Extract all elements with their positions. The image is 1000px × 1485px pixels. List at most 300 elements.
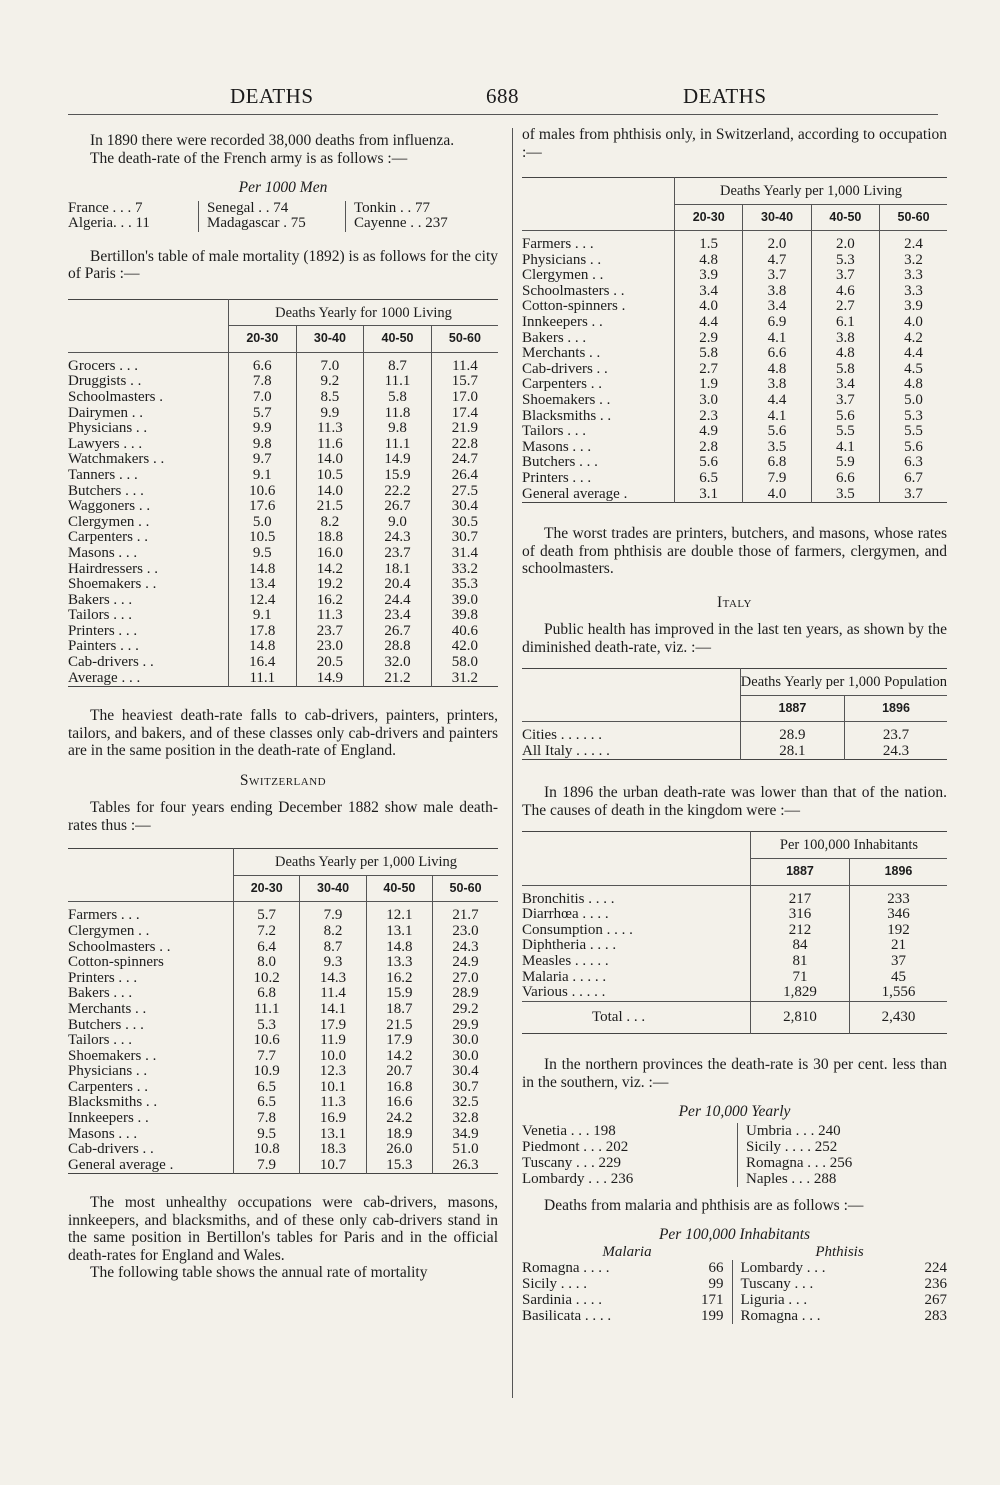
phthisis-head: Phthisis (815, 1243, 864, 1260)
table-row (68, 390, 498, 406)
data-cell: 7.2 (234, 924, 300, 940)
column-header: 50-60 (880, 204, 947, 231)
table-row (68, 908, 498, 924)
data-cell: 6.5 (675, 471, 743, 487)
data-cell: 4.1 (743, 409, 811, 425)
table-row (68, 955, 498, 971)
data-cell: 5.3 (234, 1018, 300, 1034)
data-cell: 5.6 (675, 455, 743, 471)
data-cell: 11.1 (364, 437, 432, 453)
data-cell: 2.7 (811, 299, 879, 315)
total-cell: 2,430 (849, 1001, 947, 1034)
row-label: Cotton-spinners (68, 954, 164, 971)
row-label: Lawyers . . . (68, 435, 143, 452)
table-row (68, 201, 488, 217)
army-cell: Senegal . . 74 (199, 201, 346, 217)
table-row (522, 1292, 947, 1308)
row-label: Merchants . . (68, 1000, 147, 1017)
data-cell: 14.8 (229, 562, 297, 578)
data-cell: 11.4 (300, 986, 366, 1002)
data-cell: 31.2 (431, 671, 498, 687)
data-cell: 17.8 (229, 624, 297, 640)
data-cell: 17.6 (229, 499, 297, 515)
italy-intro: Public health has improved in the last ten years, as shown by the diminished death-rate, viz. :— (522, 621, 947, 656)
data-cell: 12.3 (300, 1064, 366, 1080)
data-cell: 39.0 (431, 593, 498, 609)
row-label: Tailors . . . (522, 423, 586, 440)
data-cell: 11.8 (364, 406, 432, 422)
table-row (68, 593, 498, 609)
data-cell: 15.7 (431, 374, 498, 390)
data-cell: 4.6 (811, 284, 879, 300)
data-cell: 7.7 (234, 1049, 300, 1065)
data-cell: 8.5 (296, 390, 364, 406)
row-label: Butchers . . . (522, 454, 598, 471)
table-row (522, 1155, 942, 1171)
data-cell: 18.3 (300, 1142, 366, 1158)
column-header: 40-50 (364, 326, 432, 353)
phthisis-cell (732, 1260, 947, 1276)
data-cell: 3.3 (880, 268, 947, 284)
data-cell: 14.0 (296, 452, 364, 468)
data-cell: 6.4 (234, 940, 300, 956)
table-row (522, 268, 947, 284)
data-cell: 3.7 (811, 268, 879, 284)
row-label: Schoolmasters . . (522, 282, 625, 299)
column-header: 1887 (751, 859, 850, 886)
data-cell: 4.0 (880, 315, 947, 331)
row-label: Grocers . . . (68, 357, 138, 374)
table-row (522, 1139, 942, 1155)
data-cell: 12.4 (229, 593, 297, 609)
data-cell: 5.9 (811, 455, 879, 471)
data-cell: 2.3 (675, 409, 743, 425)
italy-heading: Italy (716, 593, 752, 611)
data-cell: 24.9 (433, 955, 498, 971)
data-cell: 32.8 (433, 1111, 498, 1127)
data-cell: 7.9 (234, 1158, 300, 1174)
heaviest-paragraph: The heaviest death-rate falls to cab-drivers, painters, printers, tailors, and bakers, and of these classes only cab-drivers and painters are in the same position in the death-rate of England. (68, 707, 498, 760)
row-label: Clergymen . . (522, 267, 604, 284)
data-cell: 26.4 (431, 468, 498, 484)
data-cell: 1.5 (675, 237, 743, 253)
data-cell: 26.7 (364, 624, 432, 640)
region-label: Lombardy . . . (740, 1259, 826, 1276)
page-number: 688 (486, 84, 519, 108)
row-label: Merchants . . (522, 345, 601, 362)
row-label: Hairdressers . . (68, 560, 158, 577)
table-row (68, 1064, 498, 1080)
row-label: Shoemakers . . (68, 576, 157, 593)
malaria-head: Malaria (602, 1243, 652, 1260)
column-header: 30-40 (743, 204, 811, 231)
table-row (68, 499, 498, 515)
data-cell: 3.7 (811, 393, 879, 409)
data-cell: 28.9 (740, 728, 844, 744)
table-row (68, 437, 498, 453)
data-cell: 1.9 (675, 377, 743, 393)
phthisis-cell (732, 1308, 947, 1324)
data-cell: 9.2 (296, 374, 364, 390)
data-cell: 8.2 (300, 924, 366, 940)
data-cell: 10.6 (234, 1033, 300, 1049)
table-row (522, 487, 947, 503)
table-row (68, 562, 498, 578)
row-label: Schoolmasters . . (68, 938, 171, 955)
header-rule (68, 114, 938, 115)
data-cell: 14.9 (296, 671, 364, 687)
data-cell: 10.5 (229, 530, 297, 546)
table-row (68, 1049, 498, 1065)
table-row (68, 971, 498, 987)
data-cell: 18.9 (366, 1127, 432, 1143)
region-label: Sardinia . . . . (522, 1291, 602, 1308)
data-cell: 21.5 (366, 1018, 432, 1034)
region-label: Basilicata . . . . (522, 1307, 612, 1324)
running-head-left: DEATHS (230, 84, 314, 108)
army-cell: France . . . 7 (68, 199, 143, 216)
table-row (522, 346, 947, 362)
data-cell: 3.3 (880, 284, 947, 300)
province-cell: Lombardy . . . 236 (522, 1170, 634, 1187)
data-cell: 11.3 (296, 608, 364, 624)
phthisis-cell (732, 1276, 947, 1292)
data-cell: 24.7 (431, 452, 498, 468)
army-cell: Algeria. . . 11 (68, 215, 150, 232)
data-cell: 7.0 (229, 390, 297, 406)
data-cell: 6.8 (234, 986, 300, 1002)
data-cell: 58.0 (431, 655, 498, 671)
data-cell: 5.8 (811, 362, 879, 378)
table-row (522, 744, 947, 760)
data-cell: 20.4 (364, 577, 432, 593)
table-row (68, 608, 498, 624)
row-label: Cab-drivers . . (68, 1141, 154, 1158)
row-label: Butchers . . . (68, 482, 144, 499)
data-cell: 3.4 (743, 299, 811, 315)
swiss-mortality-table (68, 848, 498, 1174)
data-cell: 30.4 (431, 499, 498, 515)
data-cell: 9.8 (229, 437, 297, 453)
data-cell: 21.2 (364, 671, 432, 687)
running-head-right: DEATHS (683, 84, 767, 108)
row-label: Tailors . . . (68, 1032, 132, 1049)
row-label: Diphtheria . . . . (522, 937, 617, 954)
data-cell: 4.2 (880, 331, 947, 347)
italy-death-rate-table (522, 668, 947, 760)
data-cell: 6.9 (743, 315, 811, 331)
right-column (522, 126, 947, 1324)
data-cell: 4.8 (880, 377, 947, 393)
data-cell: 3.0 (675, 393, 743, 409)
data-cell: 71 (751, 970, 850, 986)
data-cell: 2.0 (743, 237, 811, 253)
data-cell: 7.0 (296, 359, 364, 375)
malaria-phthisis-table (522, 1244, 947, 1324)
data-cell: 24.2 (366, 1111, 432, 1127)
data-cell: 217 (751, 892, 850, 908)
row-label: Cab-drivers . . (522, 360, 608, 377)
data-cell: 21.7 (433, 908, 498, 924)
table-row (522, 393, 947, 409)
data-cell: 18.8 (296, 530, 364, 546)
rate-value: 171 (701, 1291, 724, 1308)
row-label: Masons . . . (522, 438, 592, 455)
row-label: Printers . . . (68, 622, 138, 639)
table-row (68, 515, 498, 531)
table-row (522, 954, 947, 970)
row-label: Innkeepers . . (522, 314, 603, 331)
data-cell: 27.0 (433, 971, 498, 987)
army-cell: Madagascar . 75 (199, 216, 346, 232)
table-row (68, 986, 498, 1002)
row-label: Shoemakers . . (522, 392, 611, 409)
row-label: Malaria . . . . . (522, 968, 607, 985)
data-cell: 23.0 (296, 639, 364, 655)
data-cell: 1,556 (849, 985, 947, 1001)
data-cell: 13.3 (366, 955, 432, 971)
row-label: Blacksmiths . . (522, 407, 612, 424)
data-cell: 15.9 (366, 986, 432, 1002)
army-intro: The death-rate of the French army is as follows :— (90, 149, 408, 167)
row-label: Physicians . . (68, 420, 148, 437)
row-label: Cotton-spinners . (522, 298, 626, 315)
data-cell: 4.5 (880, 362, 947, 378)
army-table (68, 201, 488, 232)
data-cell: 32.0 (364, 655, 432, 671)
data-cell: 3.8 (811, 331, 879, 347)
data-cell: 24.3 (845, 744, 947, 760)
data-cell: 9.5 (229, 546, 297, 562)
table-row (522, 315, 947, 331)
data-cell: 4.7 (743, 253, 811, 269)
data-cell: 14.0 (296, 484, 364, 500)
data-cell: 6.6 (229, 359, 297, 375)
data-cell: 5.3 (811, 253, 879, 269)
data-cell: 2.4 (880, 237, 947, 253)
data-cell: 5.0 (229, 515, 297, 531)
data-cell: 31.4 (431, 546, 498, 562)
row-label: Physicians . . (68, 1063, 148, 1080)
data-cell: 24.4 (364, 593, 432, 609)
malaria-cell (522, 1292, 732, 1308)
table-row (522, 284, 947, 300)
data-cell: 17.9 (300, 1018, 366, 1034)
table-row (68, 624, 498, 640)
data-cell: 21.9 (431, 421, 498, 437)
data-cell: 17.0 (431, 390, 498, 406)
row-label: Bakers . . . (522, 329, 587, 346)
urban-paragraph: In 1896 the urban death-rate was lower than that of the nation. The causes of death in the kingdom were :— (522, 784, 947, 819)
data-cell: 10.8 (234, 1142, 300, 1158)
data-cell: 5.6 (811, 409, 879, 425)
table-row (522, 923, 947, 939)
data-cell: 3.9 (880, 299, 947, 315)
data-cell: 29.9 (433, 1018, 498, 1034)
data-cell: 3.7 (743, 268, 811, 284)
table-row (522, 471, 947, 487)
data-cell: 9.9 (229, 421, 297, 437)
phthisis-table (522, 177, 947, 503)
row-label: Masons . . . (68, 544, 138, 561)
data-cell: 4.1 (811, 440, 879, 456)
data-cell: 5.0 (880, 393, 947, 409)
row-label: Tailors . . . (68, 607, 132, 624)
data-cell: 84 (751, 938, 850, 954)
row-label: Blacksmiths . . (68, 1094, 158, 1111)
data-cell: 8.7 (364, 359, 432, 375)
table-row (68, 1158, 498, 1174)
data-cell: 11.1 (234, 1002, 300, 1018)
row-label: Printers . . . (522, 470, 592, 486)
data-cell: 10.5 (296, 468, 364, 484)
data-cell: 16.2 (296, 593, 364, 609)
data-cell: 4.0 (675, 299, 743, 315)
table-row (522, 440, 947, 456)
data-cell: 9.1 (229, 608, 297, 624)
data-cell: 24.3 (433, 940, 498, 956)
data-cell: 8.7 (300, 940, 366, 956)
data-cell: 7.8 (234, 1111, 300, 1127)
data-cell: 9.1 (229, 468, 297, 484)
data-cell: 27.5 (431, 484, 498, 500)
influenza-paragraph: In 1890 there were recorded 38,000 deaths from influenza. (90, 132, 455, 149)
table-row (522, 1276, 947, 1292)
data-cell: 10.9 (234, 1064, 300, 1080)
data-cell: 5.7 (234, 908, 300, 924)
data-cell: 35.3 (431, 577, 498, 593)
data-cell: 11.1 (364, 374, 432, 390)
data-cell: 3.9 (675, 268, 743, 284)
row-label: General average . (522, 485, 628, 502)
data-cell: 9.5 (234, 1127, 300, 1143)
table-row (522, 253, 947, 269)
data-cell: 10.7 (300, 1158, 366, 1174)
table-row (522, 424, 947, 440)
data-cell: 10.1 (300, 1080, 366, 1096)
table-row (68, 406, 498, 422)
data-cell: 14.3 (300, 971, 366, 987)
data-cell: 9.8 (364, 421, 432, 437)
column-divider (512, 128, 513, 1398)
data-cell: 21 (849, 938, 947, 954)
row-label: Printers . . . (68, 969, 138, 986)
data-cell: 212 (751, 923, 850, 939)
row-label: Cab-drivers . . (68, 654, 154, 671)
data-cell: 9.3 (300, 955, 366, 971)
table-row (522, 728, 947, 744)
data-cell: 11.4 (431, 359, 498, 375)
table-row (68, 1127, 498, 1143)
data-cell: 30.7 (431, 530, 498, 546)
malaria-phthisis-caption: Per 100,000 Inhabitants (658, 1226, 811, 1244)
column-header: 40-50 (366, 875, 432, 902)
malaria-cell (522, 1308, 732, 1324)
column-header: 30-40 (296, 326, 364, 353)
data-cell: 24.3 (364, 530, 432, 546)
table-title: Deaths Yearly per 1,000 Population (740, 669, 947, 696)
data-cell: 4.1 (743, 331, 811, 347)
data-cell: 9.7 (229, 452, 297, 468)
table-title: Deaths Yearly per 1,000 Living (675, 178, 948, 205)
data-cell: 15.3 (366, 1158, 432, 1174)
data-cell: 29.2 (433, 1002, 498, 1018)
data-cell: 6.5 (234, 1080, 300, 1096)
row-label: Carpenters . . (68, 529, 148, 546)
data-cell: 6.6 (743, 346, 811, 362)
data-cell: 3.7 (880, 487, 947, 503)
table-row (522, 237, 947, 253)
data-cell: 28.8 (364, 639, 432, 655)
data-cell: 3.8 (743, 284, 811, 300)
data-cell: 34.9 (433, 1127, 498, 1143)
data-cell: 5.8 (675, 346, 743, 362)
data-cell: 3.4 (811, 377, 879, 393)
table-row (68, 639, 498, 655)
row-label: Innkeepers . . (68, 1110, 149, 1127)
data-cell: 23.7 (364, 546, 432, 562)
province-cell: Umbria . . . 240 (738, 1123, 943, 1139)
total-row (522, 1001, 947, 1034)
table-row (68, 655, 498, 671)
table-row (522, 377, 947, 393)
data-cell: 14.9 (364, 452, 432, 468)
province-cell: Romagna . . . 256 (738, 1155, 943, 1171)
column-header: 20-30 (675, 204, 743, 231)
data-cell: 11.3 (296, 421, 364, 437)
data-cell: 3.4 (675, 284, 743, 300)
table-row (522, 1308, 947, 1324)
data-cell: 11.6 (296, 437, 364, 453)
table-title: Deaths Yearly per 1,000 Living (234, 849, 499, 876)
data-cell: 8.2 (296, 515, 364, 531)
left-column (68, 132, 498, 1282)
data-cell: 16.8 (366, 1080, 432, 1096)
data-cell: 45 (849, 970, 947, 986)
row-label: Consumption . . . . (522, 921, 633, 938)
data-cell: 30.4 (433, 1064, 498, 1080)
data-cell: 23.7 (845, 728, 947, 744)
army-caption: Per 1000 Men (238, 179, 328, 196)
row-label: Bakers . . . (68, 591, 133, 608)
data-cell: 7.9 (743, 471, 811, 487)
data-cell: 23.4 (364, 608, 432, 624)
row-label: Carpenters . . (522, 376, 602, 393)
data-cell: 14.2 (296, 562, 364, 578)
data-cell: 4.8 (811, 346, 879, 362)
rate-value: 224 (924, 1259, 947, 1276)
region-label: Liguria . . . (740, 1291, 808, 1308)
data-cell: 6.6 (811, 471, 879, 487)
row-label: Farmers . . . (68, 907, 140, 924)
table-row (68, 468, 498, 484)
data-cell: 26.0 (366, 1142, 432, 1158)
data-cell: 4.0 (743, 487, 811, 503)
rate-value: 99 (708, 1275, 724, 1292)
region-label: Romagna . . . (740, 1307, 821, 1324)
data-cell: 14.2 (366, 1049, 432, 1065)
table-row (68, 671, 498, 687)
worst-trades-paragraph: The worst trades are printers, butchers, and masons, whose rates of death from phthisis are double those of farmers, clergymen, and schoolmasters. (522, 525, 947, 578)
data-cell: 14.8 (366, 940, 432, 956)
data-cell: 13.1 (366, 924, 432, 940)
table-row (522, 938, 947, 954)
data-cell: 7.9 (300, 908, 366, 924)
malaria-cell (522, 1260, 732, 1276)
province-cell: Sicily . . . . 252 (738, 1139, 943, 1155)
rate-value: 236 (924, 1275, 947, 1292)
data-cell: 5.6 (743, 424, 811, 440)
